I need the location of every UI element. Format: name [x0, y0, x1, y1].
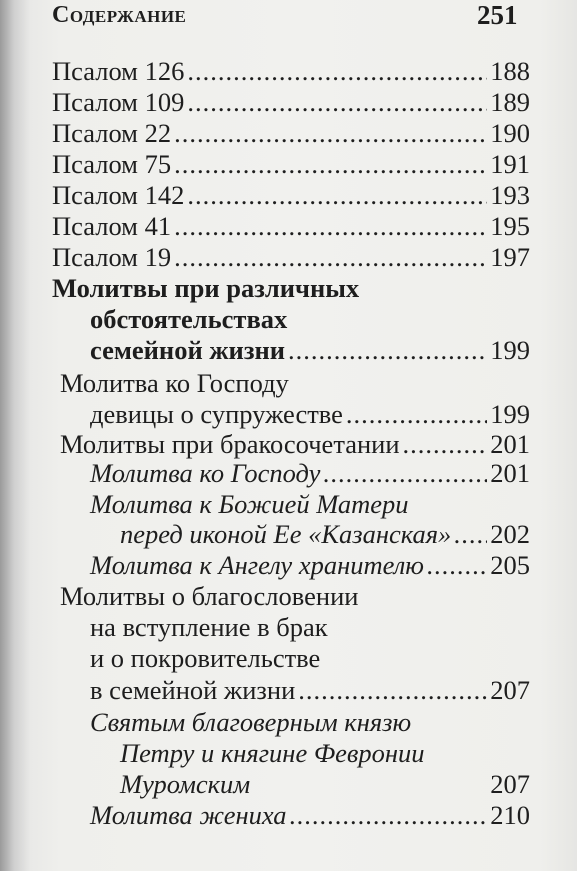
toc-entry-title: семейной жизни — [90, 335, 286, 365]
dot-leader — [290, 799, 488, 831]
dot-leader — [298, 674, 487, 706]
toc-entry-page: 199 — [490, 335, 530, 365]
toc-entry-page: 207 — [490, 769, 530, 799]
toc-section-heading-line: Молитвы при различных — [52, 273, 360, 303]
toc-entry — [52, 179, 530, 211]
dot-leader — [174, 117, 487, 149]
toc-entry — [60, 428, 530, 460]
toc-entry-title: в семейной жизни — [90, 675, 296, 705]
toc-entry-title: Молитва ко Господу — [90, 458, 321, 488]
running-header-title: Содержание — [52, 2, 187, 28]
toc-entry-page: 202 — [490, 519, 530, 549]
toc-entry — [90, 398, 530, 430]
toc-entry-page: 189 — [490, 87, 530, 117]
dot-leader — [454, 518, 487, 550]
dot-leader — [174, 241, 487, 273]
toc-entry — [52, 55, 530, 87]
toc-entry-title: Молитва жениха — [90, 800, 287, 830]
toc-subentry — [90, 799, 530, 831]
toc-entry — [52, 210, 530, 242]
toc-entry-page: 197 — [490, 242, 530, 272]
toc-entry — [52, 241, 530, 273]
toc-entry-line: и о покровительстве — [90, 643, 321, 673]
toc-subentry — [90, 549, 530, 581]
toc-entry-page: 191 — [490, 149, 530, 179]
toc-section-heading — [90, 334, 530, 366]
toc-entry-title: Псалом 142 — [52, 180, 185, 210]
toc-entry-page: 201 — [490, 458, 530, 488]
toc-entry-line: Молитва ко Господу — [60, 368, 289, 398]
running-header-page-number: 251 — [477, 0, 518, 30]
toc-entry-title: девицы о супружестве — [90, 399, 343, 429]
toc-entry-page: 193 — [490, 180, 530, 210]
toc-section-heading-line: обстоятельствах — [90, 304, 288, 334]
dot-leader — [174, 210, 487, 242]
toc-subentry-line: Петру и княгине Февронии — [120, 738, 425, 768]
toc-entry-page: 201 — [490, 429, 530, 459]
toc-entry-page: 210 — [490, 800, 530, 830]
dot-leader — [288, 334, 487, 366]
toc-entry-page: 188 — [490, 56, 530, 86]
toc-subentry — [120, 518, 530, 550]
dot-leader — [323, 457, 487, 489]
toc-entry-title: Псалом 22 — [52, 118, 172, 148]
dot-leader — [346, 398, 487, 430]
toc-entry-page: 205 — [490, 550, 530, 580]
toc-entry-page: 190 — [490, 118, 530, 148]
toc-entry-title: Молитва к Ангелу хранителю — [90, 550, 424, 580]
toc-entry — [52, 117, 530, 149]
toc-entry-title: Молитвы при бракосочетании — [60, 429, 400, 459]
toc-entry-line: на вступление в брак — [90, 612, 328, 642]
toc-entry-page: 199 — [490, 399, 530, 429]
toc-entry-title: Псалом 19 — [52, 242, 172, 272]
toc-entry — [90, 674, 530, 706]
toc-subentry — [90, 457, 530, 489]
toc-entry-page: 195 — [490, 211, 530, 241]
toc-entry — [52, 86, 530, 118]
dot-leader — [187, 179, 487, 211]
toc-subentry — [120, 768, 530, 800]
toc-subentry-line: Святым благоверным князю — [90, 707, 412, 737]
toc-entry-title: Псалом 41 — [52, 211, 172, 241]
toc-entry-title: перед иконой Ее «Казанская» — [120, 519, 452, 549]
toc-entry-line: Молитвы о благословении — [60, 581, 359, 611]
dot-leader — [187, 86, 487, 118]
dot-leader — [174, 148, 487, 180]
dot-leader — [187, 55, 487, 87]
toc-entry-title: Муромским — [120, 769, 251, 799]
dot-leader — [403, 428, 488, 460]
toc-entry-title: Псалом 126 — [52, 56, 185, 86]
toc-entry-page: 207 — [490, 675, 530, 705]
toc-subentry-line: Молитва к Божией Матери — [90, 489, 409, 519]
dot-leader — [427, 549, 487, 581]
toc-entry-title: Псалом 75 — [52, 149, 172, 179]
toc-entry — [52, 148, 530, 180]
toc-entry-title: Псалом 109 — [52, 87, 185, 117]
